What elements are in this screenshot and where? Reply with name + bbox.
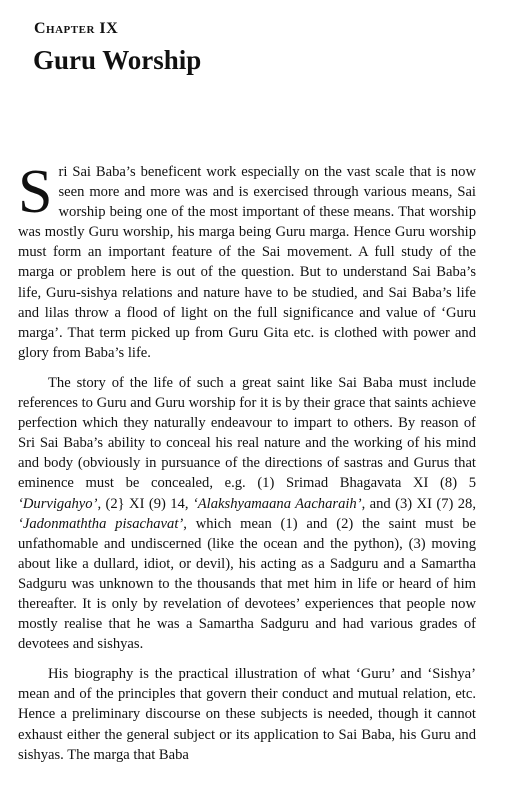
paragraph-2-text-d: , which mean (1) and (2) the saint must be unfathomable and undiscerned (like the ocean and the python), (3) moving about like a dullard, idiot, or devil), his acting as a Sadguru and a Samartha Sadguru was unknown to the thousands that met him in life or heard of him thereafter. It is only by revelation of devotees’ experiences that people now mostly realise that he was a Samartha Sadguru and had various grades of devotees and sishyas. <box>18 515 476 653</box>
paragraph-2-text-c: , and (3) XI (7) 28, <box>361 495 476 512</box>
chapter-title: Guru Worship <box>33 45 202 75</box>
paragraph-2 <box>18 373 476 654</box>
drop-cap: S <box>18 158 53 226</box>
body-text <box>18 158 476 775</box>
paragraph-2-term-3: ‘Jadonmaththa pisachavat’ <box>18 515 184 532</box>
paragraph-2-term-2: ‘Alakshyamaana Aacharaih’ <box>192 495 362 512</box>
paragraph-2-term-1: ‘Durvigahyo’ <box>18 495 98 512</box>
paragraph-2-text-b: , (2} XI (9) 14, <box>97 495 193 512</box>
paragraph-1 <box>18 158 476 363</box>
paragraph-2-text-a: The story of the life of such a great saint like Sai Baba must include references to Guru and Guru worship for it is by their grace that saints achieve perfection which they naturally endeavour to impart to others. By reason of Sri Sai Baba’s ability to conceal his real nature and the working of his mind and body (obviously in pursuance of the directions of sastras and Gurus that eminence must be concealed, e.g. (1) Srimad Bhagavata XI (8) 5 <box>18 374 476 492</box>
paragraph-3: His biography is the practical illustration of what ‘Guru’ and ‘Sishya’ mean and of the principles that govern their conduct and mutual relation, etc. Hence a preliminary discourse on these subjects is needed, though it cannot exhaust either the general subject or its application to Sai Baba, his Guru and sishyas. The marga that Baba <box>18 666 476 763</box>
paragraph-1-text: ri Sai Baba’s beneficent work especially on the vast scale that is now seen more and more was and is exercised through various means, Sai worship being one of the most important of these means. That worship was mostly Guru worship, his marga being Guru marga. Hence Guru worship must form an important feature of the Sai movement. A full study of the marga or problem here is out of the question. But to understand Sai Baba’s life, Guru-sishya relations and nature have to be studied, and Sai Baba’s life and lilas throw a flood of light on the full significance and value of ‘Guru marga’. That term picked up from Guru Gita etc. is clothed with power and glory from Baba’s life. <box>18 164 476 361</box>
chapter-label: Chapter IX <box>34 20 119 37</box>
